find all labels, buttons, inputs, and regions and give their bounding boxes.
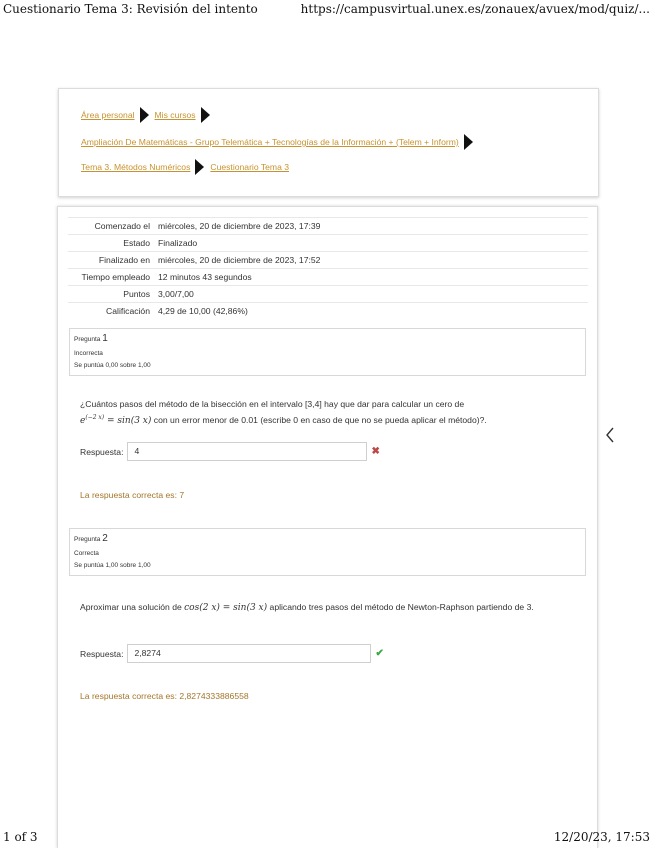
question-text-part: ¿Cuántos pasos del método de la bisección en el intervalo xyxy=(80,399,306,409)
chevron-left-icon xyxy=(603,426,617,444)
equation-exponent: (−2 x) xyxy=(85,414,105,421)
breadcrumb-link-course[interactable]: Ampliación De Matemáticas - Grupo Telemática + Tecnologías de la Información + (Telem + Inform) xyxy=(81,137,459,147)
question-grade: Se puntúa 1,00 sobre 1,00 xyxy=(74,562,151,569)
print-header xyxy=(0,2,655,18)
correct-icon: ✔ xyxy=(375,648,384,659)
question-1-info xyxy=(69,328,586,376)
summary-label: Finalizado en xyxy=(68,252,154,269)
print-datetime: 12/20/23, 17:53 xyxy=(553,830,650,844)
print-page-number: 1 of 3 xyxy=(3,830,38,844)
breadcrumb-link-area-personal[interactable]: Área personal xyxy=(81,110,135,120)
question-1-correct-answer: La respuesta correcta es: 7 xyxy=(80,490,185,500)
question-1-text xyxy=(80,397,560,428)
breadcrumb xyxy=(58,88,599,197)
summary-label: Comenzado el xyxy=(68,218,154,235)
breadcrumb-link-mis-cursos[interactable]: Mis cursos xyxy=(154,110,196,120)
summary-row-points xyxy=(68,286,588,303)
summary-value: miércoles, 20 de diciembre de 2023, 17:52 xyxy=(154,252,588,269)
breadcrumb-row-1 xyxy=(81,107,216,123)
question-prefix: Pregunta xyxy=(74,336,101,343)
print-page-url: https://campusvirtual.unex.es/zonauex/avuex/mod/quiz/... xyxy=(300,2,650,16)
breadcrumb-separator-icon xyxy=(140,107,149,123)
summary-row-time xyxy=(68,269,588,286)
question-prefix: Pregunta xyxy=(74,536,101,543)
question-2-info xyxy=(69,528,586,576)
summary-label: Estado xyxy=(68,235,154,252)
question-2-text xyxy=(80,600,560,615)
summary-value: Finalizado xyxy=(154,235,588,252)
summary-value: 4,29 de 10,00 (42,86%) xyxy=(154,303,588,320)
answer-input[interactable]: 4 xyxy=(127,442,367,461)
question-text-part: Aproximar una solución de xyxy=(80,602,185,612)
answer-label: Respuesta: xyxy=(80,648,124,659)
breadcrumb-separator-icon xyxy=(464,134,473,150)
question-text-part: hay que dar para calcular un cero de xyxy=(321,399,465,409)
question-2-correct-answer: La respuesta correcta es: 2,8274333886558 xyxy=(80,691,249,701)
equation-rhs: = sin(3 x) xyxy=(104,416,152,426)
answer-input[interactable]: 2,8274 xyxy=(127,644,371,663)
breadcrumb-separator-icon xyxy=(195,159,204,175)
question-equation: cos(2 x) = sin(3 x) xyxy=(184,603,268,613)
summary-value: 3,00/7,00 xyxy=(154,286,588,303)
question-text-part: con un error menor de 0.01 (escribe 0 en caso de que no se pueda aplicar el método)?. xyxy=(151,415,487,425)
question-number xyxy=(74,533,108,544)
question-state: Incorrecta xyxy=(74,350,103,357)
question-number xyxy=(74,333,108,344)
question-text-part: aplicando tres pasos del método de Newton-Raphson partiendo de 3. xyxy=(267,602,534,612)
summary-label: Calificación xyxy=(68,303,154,320)
previous-page-button[interactable] xyxy=(603,426,617,444)
breadcrumb-row-3 xyxy=(81,159,289,175)
summary-row-grade xyxy=(68,303,588,320)
quiz-review-panel xyxy=(57,206,598,848)
question-grade: Se puntúa 0,00 sobre 1,00 xyxy=(74,362,151,369)
equation-base: e xyxy=(80,416,86,426)
question-interval: [3,4] xyxy=(305,399,322,409)
question-1-answer-row xyxy=(80,442,380,461)
answer-label: Respuesta: xyxy=(80,446,124,457)
summary-label: Tiempo empleado xyxy=(68,269,154,286)
summary-row-state xyxy=(68,235,588,252)
question-2-answer-row xyxy=(80,644,384,663)
breadcrumb-link-cuestionario[interactable]: Cuestionario Tema 3 xyxy=(210,162,290,172)
breadcrumb-row-2 xyxy=(81,134,479,150)
summary-row-started xyxy=(68,218,588,235)
summary-row-finished xyxy=(68,252,588,269)
print-footer xyxy=(0,830,655,846)
summary-value: 12 minutos 43 segundos xyxy=(154,269,588,286)
summary-value: miércoles, 20 de diciembre de 2023, 17:39 xyxy=(154,218,588,235)
breadcrumb-link-tema[interactable]: Tema 3. Métodos Numéricos xyxy=(81,162,191,172)
question-equation xyxy=(80,416,151,426)
question-number-value: 1 xyxy=(102,333,108,344)
question-state: Correcta xyxy=(74,550,99,557)
breadcrumb-separator-icon xyxy=(201,107,210,123)
question-number-value: 2 xyxy=(102,533,108,544)
print-page-title: Cuestionario Tema 3: Revisión del intento xyxy=(3,2,258,16)
summary-label: Puntos xyxy=(68,286,154,303)
incorrect-icon: ✖ xyxy=(371,446,380,457)
attempt-summary-table xyxy=(68,217,588,319)
